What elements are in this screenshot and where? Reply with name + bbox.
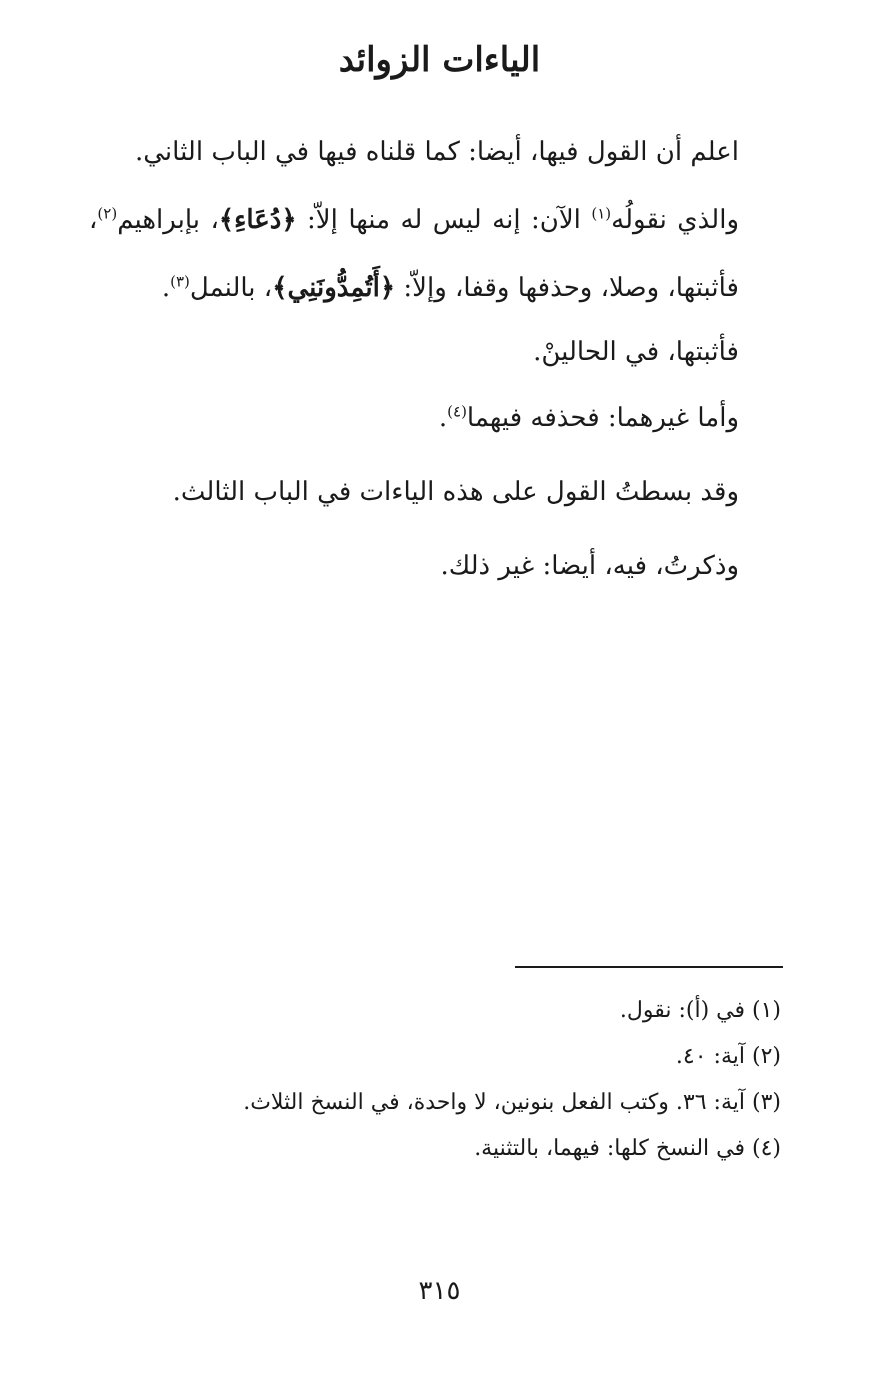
footnote-ref-4: (٤) [447,402,467,421]
footnote-4: (٤) في النسخ كلها: فيهما، بالتثنية. [474,1136,781,1161]
footnote-ref-1: (١) [591,204,612,223]
footnote-ref-2: (٢) [97,204,118,223]
footnotes [131,988,781,1172]
footnote-3: (٣) آية: ٣٦. وكتب الفعل بنونين، لا واحدة، في النسخ الثلاث. [243,1090,781,1115]
text-span: ، بإبراهيم [117,205,219,235]
text-span: . [161,273,171,303]
paragraph-3: فأثبتها، في الحالينْ. [533,337,739,367]
text-span: ، فأثبتها، وصلا، وحذفها وقفا، وإلاّ: [89,205,739,303]
paragraph-1: اعلم أن القول فيها، أيضا: كما قلناه فيها في الباب الثاني. [134,137,739,167]
text-span: ، بالنمل [189,273,273,303]
paragraph-5: وقد بسطتُ القول على هذه الياءات في الباب الثالث. [172,477,739,507]
quran-citation-1: ﴿دُعَاءِ﴾ [218,205,297,235]
page-number: ٣١٥ [418,1276,461,1306]
text-span: والذي نقولُه [611,205,739,235]
text-span: الآن: إنه ليس له منها إلاّ: [296,205,592,235]
text-span: . [438,403,448,433]
page-title: الياءات الزوائد [338,40,541,80]
footnote-ref-3: (٣) [170,272,190,291]
footnote-1: (١) في (أ): نقول. [619,998,781,1023]
quran-citation-2: ﴿أَتُمِدُّونَنِي﴾ [272,273,396,303]
paragraph-6: وذكرتُ، فيه، أيضا: غير ذلك. [440,551,739,581]
footnote-divider [515,966,783,968]
text-span: وأما غيرهما: فحذفه فيهما [466,403,739,433]
paragraph-2 [89,186,739,322]
footnote-2: (٢) آية: ٤٠. [675,1044,781,1069]
paragraph-4 [439,384,739,452]
